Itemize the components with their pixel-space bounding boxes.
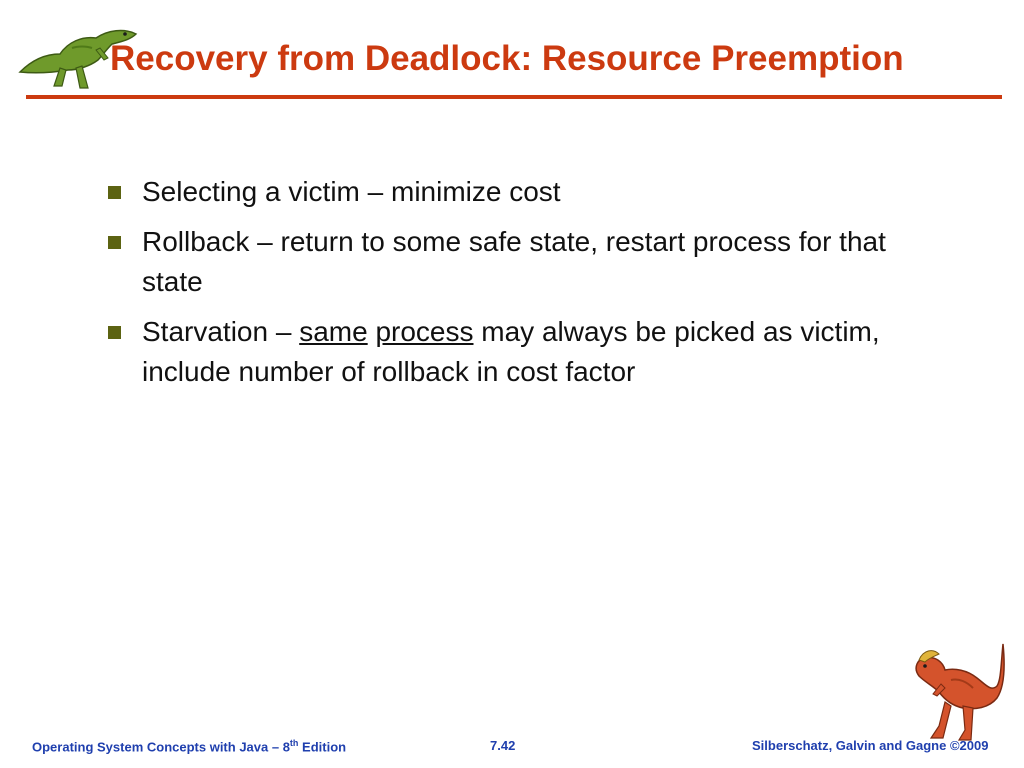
bullet-text-tail: may always be picked as victim, include number of rollback in cost factor	[142, 316, 880, 387]
bullet-list	[104, 172, 924, 402]
bullet-text: Rollback – return to some safe state, restart process for that state	[142, 226, 886, 297]
footer-page-number: 7.42	[490, 738, 516, 753]
footer-book-sup: th	[289, 738, 299, 748]
red-dinosaur-icon	[905, 640, 1005, 746]
square-bullet-icon	[108, 326, 121, 339]
bullet-item	[104, 222, 924, 302]
footer-book-prefix: Operating System Concepts with Java – 8	[32, 739, 290, 755]
underlined-word: process	[375, 316, 474, 347]
footer-copyright: Silberschatz, Galvin and Gagne ©2009	[752, 738, 989, 753]
square-bullet-icon	[108, 186, 121, 199]
square-bullet-icon	[108, 236, 121, 249]
page-title: Recovery from Deadlock: Resource Preemption	[110, 39, 904, 78]
footer-book-title	[32, 738, 346, 754]
bullet-text-lead: Starvation –	[142, 316, 300, 347]
bullet-item	[104, 312, 924, 392]
title-divider	[26, 95, 1002, 99]
underlined-word: same	[299, 316, 368, 347]
footer-book-suffix: Edition	[298, 739, 347, 755]
bullet-text: Selecting a victim – minimize cost	[142, 176, 561, 207]
bullet-item	[104, 172, 924, 212]
